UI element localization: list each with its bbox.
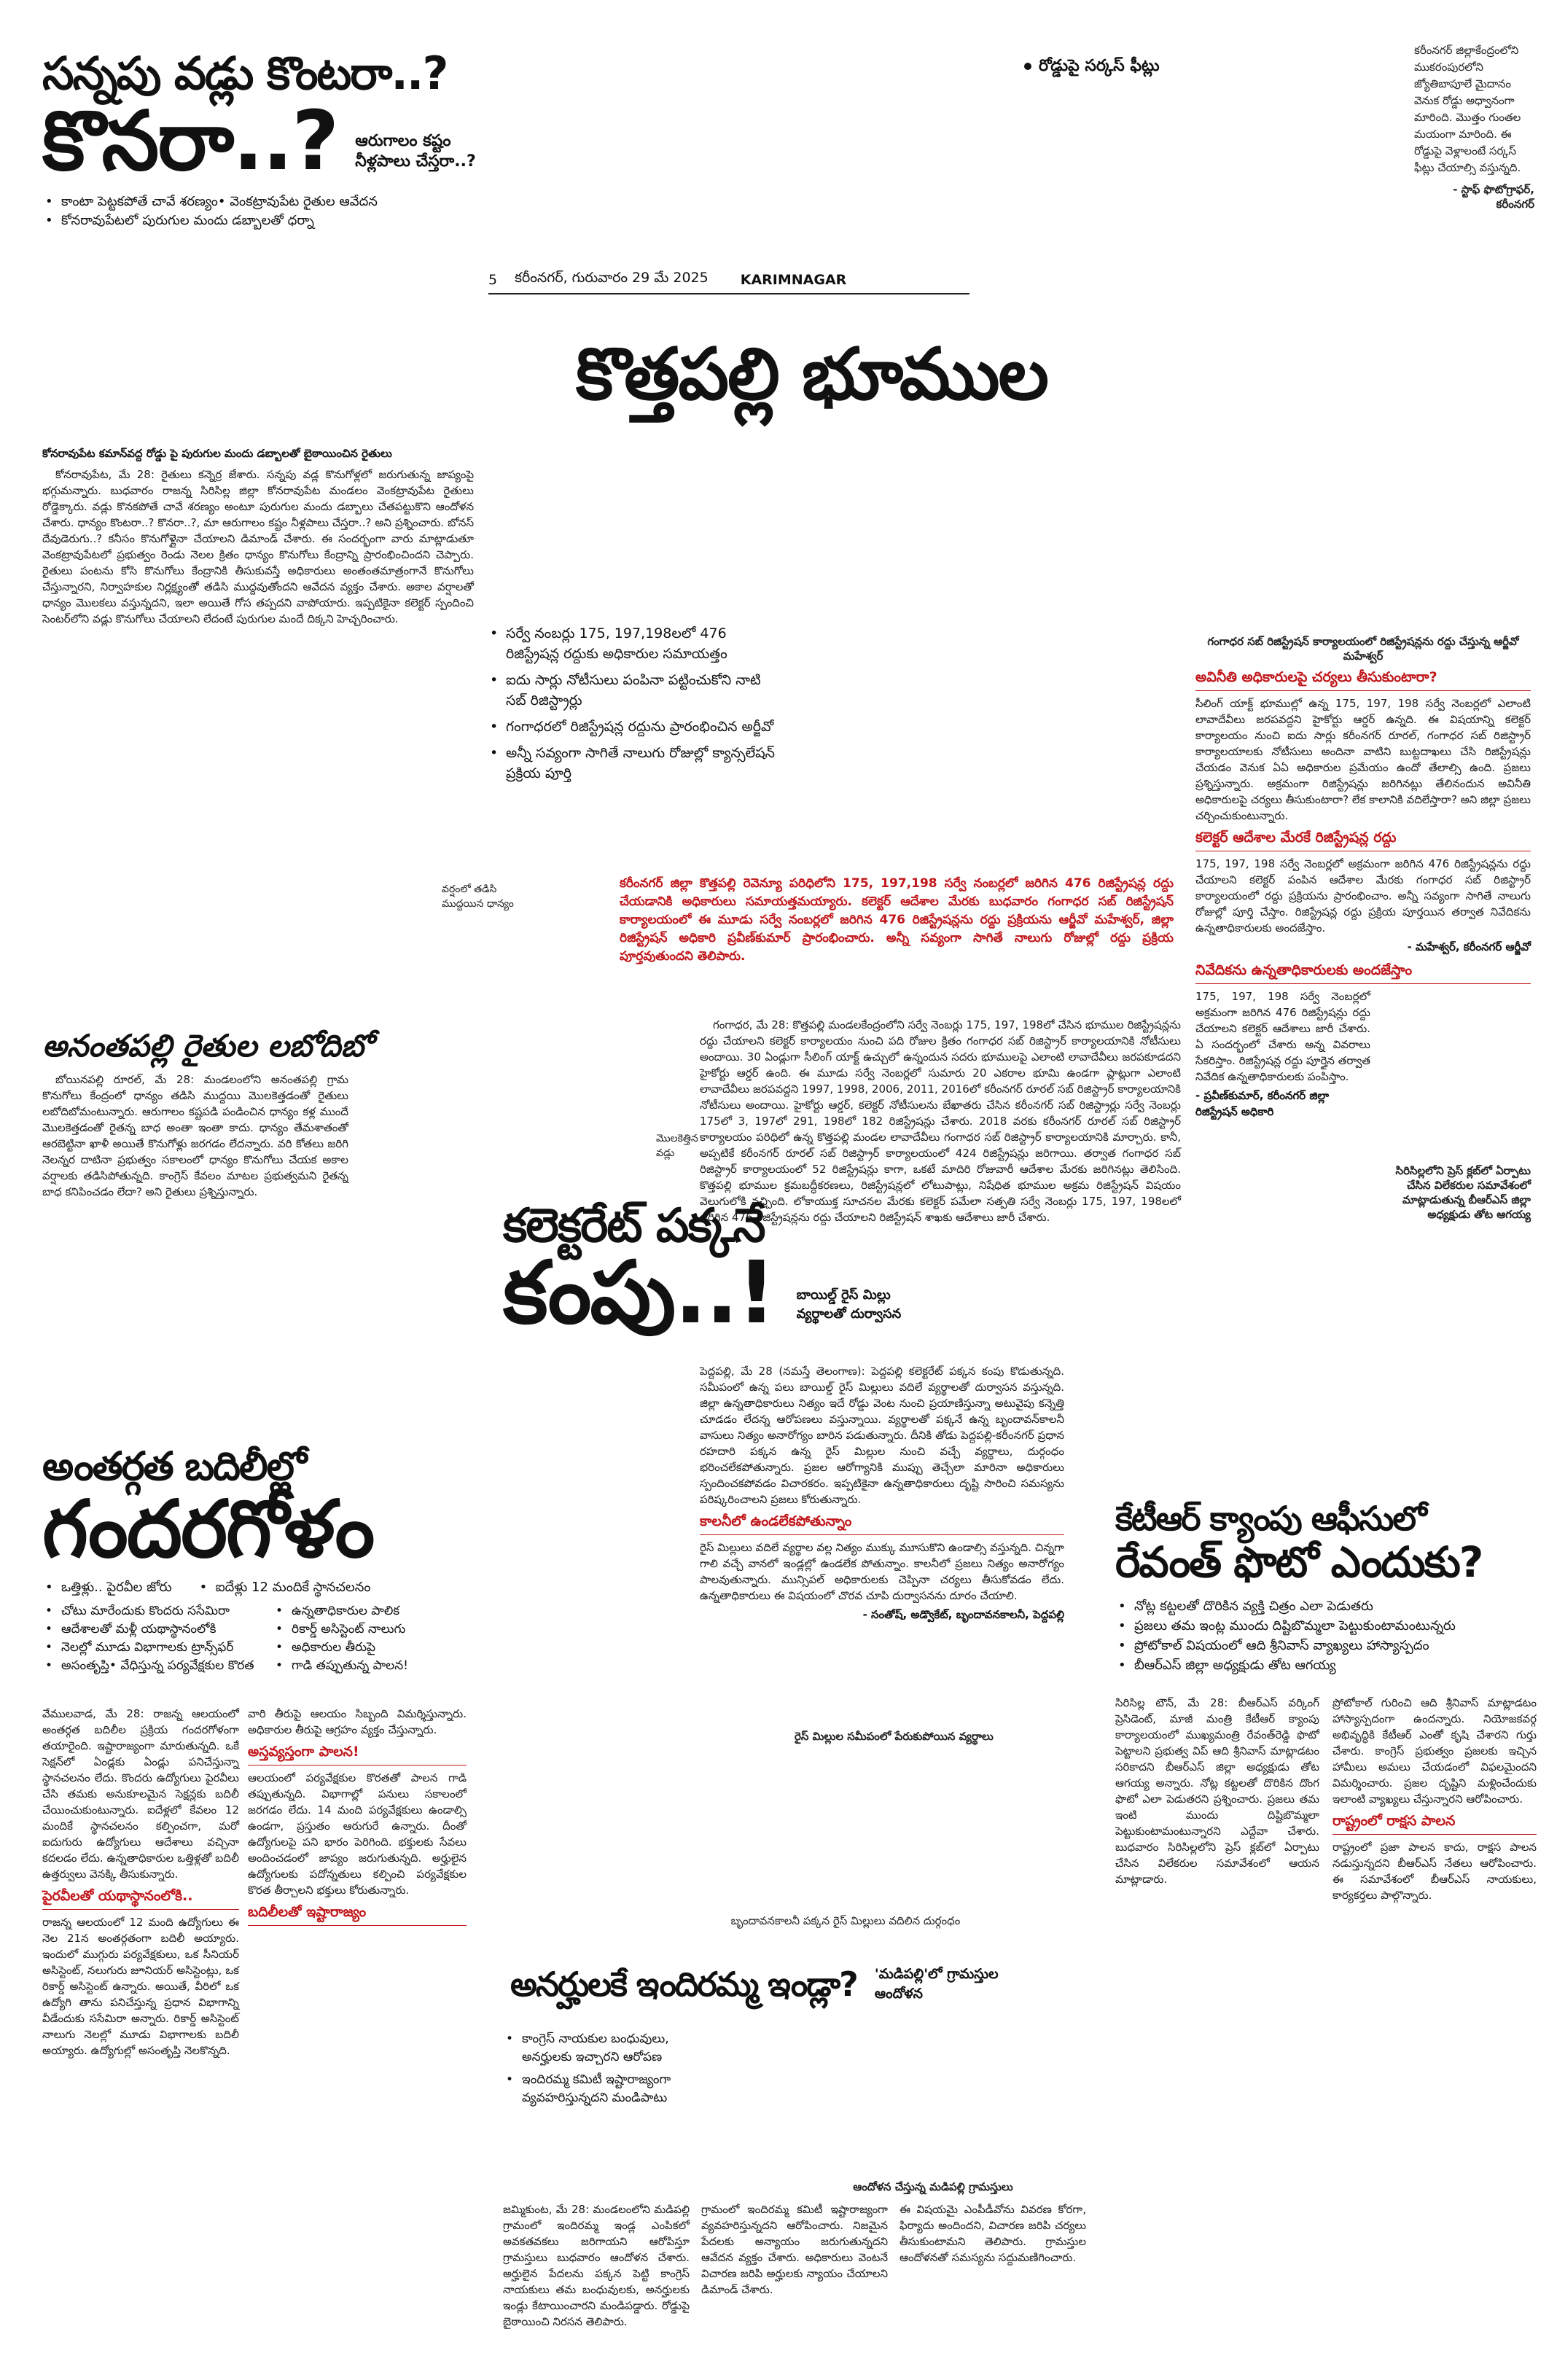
kothapalli-title: కొత్తపల్లి భూముల bbox=[576, 333, 1047, 416]
indiramma-title: అనర్హులకే ఇందిరమ్మ ఇండ్లా? bbox=[510, 1965, 857, 2004]
rice-mill-waste-caption: రైస్ మిల్లుల సమీపంలో పేరుకుపోయిన వ్యర్థాలు bbox=[795, 1730, 994, 1743]
paddy-title-line1: సన్నపు వడ్లు కొంటరా..? bbox=[42, 47, 448, 100]
ktr-bullet: • ప్రోటోకాల్ విషయంలో ఆది శ్రీనివాస్ వ్యాఖ్యలు హాస్యాస్పదం bbox=[1115, 1636, 1538, 1655]
transfers-body-col3: వారి తీరుపై ఆలయం సిబ్బంది విమర్శిస్తున్నారు. అధికారుల తీరుపై ఆగ్రహం వ్యక్తం చేస్తున్నారు. bbox=[248, 1707, 467, 1736]
transfers-body-col1: వేములవాడ, మే 28: రాజన్న ఆలయంలో అంతర్గత బదిలీల ప్రక్రియ గందరగోళంగా తయారైంది. ఇష్టారాజ్యంగా మారుతున్నది. ఒకే సెక్షన్‌లో ఏండ్లకు ఏండ్లు పనిచేస్తున్నా స్థానచలనం లేదు. కొందరు ఉద్యోగులు పైరవీలు చేసి తమకు అనుకూలమైన సెక్షన్లకు బదిలీ చేయించుకుంటున్నారు. ఐదేళ్లలో కేవలం 12 మందికే స్థానచలనం కల్పించగా, మరో ఐదుగురు ఉద్యోగులు ఆదేశాలు వచ్చినా కదలడం లేదు. ఉన్నతాధికారుల ఒత్తిళ్లతో బదిలీ ఉత్తర్వులు వెనక్కి తీసుకున్నారు. bbox=[42, 1707, 239, 1881]
ktr-body-col1: సిరిసిల్ల టౌన్, మే 28: బీఆర్ఎస్ వర్కింగ్ ప్రెసిడెంట్, మాజీ మంత్రి కేటీఆర్ క్యాంపు కార్యాలయంలో ముఖ్యమంత్రి రేవంత్‌రెడ్డి ఫొటో పెట్టాలని ప్రభుత్వ విప్ ఆది శ్రీనివాస్ మాట్లాడటం సరికాదని బీఆర్ఎస్ జిల్లా అధ్యక్షుడు తోట ఆగయ్య అన్నారు. నోట్ల కట్టలతో దొరికిన దొంగ ఫొటో ఎలా పెడుతరని ప్రశ్నించారు. ప్రజలు తమ ఇంటి ముందు దిష్టిబొమ్మలా పెట్టుకుంటామంటున్నారని ఎద్దేవా చేశారు. బుధవారం సిరిసిల్లలోని ప్రెస్ క్లబ్‌లో ఏర్పాటు చేసిన విలేకరుల సమావేశంలో ఆయన మాట్లాడారు. bbox=[1115, 1696, 1319, 1886]
transfers-bullets-top bbox=[42, 1578, 494, 1597]
circus-caption: కరీంనగర్ జిల్లాకేంద్రంలోని ముకరంపురలోని జ్యోతిబాపూలే మైదానం వెనుక రోడ్డు అధ్వానంగా మారింది. మొత్తం గుంతల మయంగా మారింది. ఈ రోడ్డుపై వెళ్లాలంటే సర్కస్ ఫీట్లు చేయాల్సి వస్తున్నది. bbox=[1414, 44, 1521, 174]
right-p1: సీలింగ్ యాక్ట్ భూముల్లో ఉన్న 175, 197, 198 సర్వే నెంబర్లలో ఎలాంటి లావాదేవీలు జరపవద్దని హైకోర్టు ఆర్డర్ ఉన్నది. ఈ విషయాన్ని కలెక్టర్ కార్యాలయం నుంచి ఐదు సార్లు కరీంనగర్ రూరల్, గంగాధర సబ్ రిజిస్ట్రార్ కార్యాలయాలకు నోటీసులు అందినా వాటిని బుట్టదాఖలు చేసి రిజిస్ట్రేషన్లు చేయడం వెనుక ఏఏ అధికారుల ప్రమేయం ఉందో తేలాల్సి ఉంది. ప్రజలు ప్రశ్నిస్తున్నారు. అక్రమంగా రిజిస్ట్రేషన్లు జరిగినట్లు తేలినందున అవినీతి అధికారులపై చర్యలు తీసుకుంటారా? లేక కాలానికి వదిలేస్తారా? అని జిల్లా ప్రజలు చర్చించుకుంటున్నారు. bbox=[1195, 697, 1531, 822]
paddy-bullet: • కాంటా పెట్టకపోతే చావే శరణ్యం• వెంకట్రావుపేట రైతుల ఆవేదన bbox=[42, 192, 494, 211]
indiramma-body-col2: గ్రామంలో ఇందిరమ్మ కమిటీ ఇష్టారాజ్యంగా వ్యవహరిస్తున్నదని ఆరోపించారు. నిజమైన పేదలకు అన్యాయం జరుగుతున్నదని ఆవేదన వ్యక్తం చేశారు. అధికారులు వెంటనే విచారణ జరిపి అర్హులకు న్యాయం చేయాలని డిమాండ్ చేశారు. bbox=[701, 2203, 888, 2296]
transfers-body-col3b: ఆలయంలో పర్యవేక్షకుల కొరతతో పాలన గాడి తప్పుతున్నది. విభాగాల్లో పనులు సకాలంలో జరగడం లేదు. 14 మంది పర్యవేక్షకులు ఉండాల్సి ఉండగా, ప్రస్తుతం ఆరుగురే ఉన్నారు. దీంతో ఉద్యోగులపై పని భారం పెరిగింది. భక్తులకు సేవలు అందించడంలో జాప్యం జరుగుతున్నది. అర్హులైన ఉద్యోగులకు పదోన్నతులు కల్పించి పర్యవేక్షకుల కొరత తీర్చాలని భక్తులు కోరుతున్నారు. bbox=[248, 1771, 467, 1897]
ktr-bullet: • నోట్ల కట్టలతో దొరికిన వ్యక్తి చిత్రం ఎలా పెడుతరు bbox=[1115, 1596, 1538, 1616]
transfers-headline-block bbox=[42, 1443, 494, 1575]
ananthapalli-title: అనంతపల్లి రైతుల లబోదిబో bbox=[42, 1028, 372, 1064]
wet-paddy-caption: వర్షంలో తడిసి ముద్దయిన ధాన్యం bbox=[442, 883, 514, 910]
ktr-body-block bbox=[1115, 1695, 1538, 1903]
indiramma-bullet: • ఇందిరమ్మ కమిటీ ఇష్టారాజ్యంగా వ్యవహరిస్తున్నదని మండిపాటు bbox=[503, 2071, 714, 2107]
indiramma-body-col3: ఈ విషయమై ఎంపీడీవోను వివరణ కోరగా, ఫిర్యాదు అందిందని, విచారణ జరిపి చర్యలు తీసుకుంటామని తెలిపారు. గ్రామస్తుల ఆందోళనతో సమస్యను సద్దుమణిగించారు. bbox=[900, 2203, 1086, 2264]
right-p3-byline: - ప్రవీణ్‌కుమార్, కరీంనగర్ జిల్లా రిజిస్ట్రేషన్ అధికారి bbox=[1195, 1089, 1330, 1118]
circus-tag bbox=[1024, 57, 1160, 79]
subhead-collector-orders: కలెక్టర్ ఆదేశాల మేరకే రిజిస్ట్రేషన్ల రద్దు bbox=[1195, 830, 1531, 851]
kampu-title-line2: కంపు..! bbox=[503, 1242, 775, 1343]
transfers-redline2: అస్తవ్యస్తంగా పాలన! bbox=[248, 1744, 467, 1766]
masthead-rule bbox=[488, 293, 969, 294]
right-p2: 175, 197, 198 సర్వే నెంబర్లలో అక్రమంగా జరిగిన 476 రిజిస్ట్రేషన్లను రద్దు చేయాలని కలెక్టర్ పంపిన ఆదేశాల మేరకు గంగాధర సబ్ రిజిస్ట్రార్ కార్యాలయంలో రద్దు ప్రక్రియను ప్రారంభించాం. అన్నీ సవ్యంగా సాగితే నాలుగు రోజుల్లో పూర్తి చేస్తాం. రిజిస్ట్రేషన్ల రద్దు ప్రక్రియ పూర్తయిన తర్వాత నివేదికను ఉన్నతాధికారులకు అందజేస్తాం. bbox=[1195, 857, 1531, 935]
transfers-col2 bbox=[248, 1706, 467, 1930]
date-line: కరీంనగర్, గురువారం 29 మే 2025 bbox=[515, 270, 709, 286]
registration-photo-caption: గంగాధర సబ్ రిజిస్ట్రేషన్ కార్యాలయంలో రిజిస్ట్రేషన్లను రద్దు చేస్తున్న ఆర్జీవో మహేశ్వర్ bbox=[1207, 635, 1519, 663]
subhead-report: నివేదికను ఉన్నతాధికారులకు అందజేస్తాం bbox=[1195, 962, 1531, 984]
ananthapalli-body bbox=[42, 1072, 348, 1203]
transfers-bullet: • గాడి తప్పుతున్న పాలన! bbox=[273, 1657, 491, 1675]
kothapalli-bullet: • గంగాధరలో రిజిస్ట్రేషన్ల రద్దును ప్రారంభించిన అర్జీవో bbox=[487, 717, 778, 737]
paddy-headline-block bbox=[42, 47, 494, 230]
paddy-body bbox=[42, 467, 474, 630]
transfers-bullet: • అధికారుల తీరుపై bbox=[273, 1639, 491, 1657]
transfers-bullet: • నెలల్లో మూడు విభాగాలకు ట్రాన్స్‌ఫర్ bbox=[42, 1639, 261, 1657]
circus-credit: - స్టాఫ్ ఫొటోగ్రాఫర్, కరీంనగర్ bbox=[1453, 183, 1534, 211]
colony-odour-caption: బృందావనకాలనీ పక్కన రైస్ మిల్లులు వదిలిన దుర్గంధం bbox=[730, 1914, 961, 1927]
transfers-title-line2: గందరగోళం bbox=[42, 1484, 374, 1575]
ktr-body-col2: ప్రోటోకాల్ గురించి ఆది శ్రీనివాస్ మాట్లాడటం హాస్యాస్పదంగా ఉందన్నారు. నియోజకవర్గ అభివృద్ధికి కేటీఆర్ ఎంతో కృషి చేశారని గుర్తు చేశారు. కాంగ్రెస్ ప్రభుత్వం ప్రజలకు ఇచ్చిన హామీలు అమలు చేయడంలో విఫలమైందని విమర్శించారు. ప్రజల దృష్టిని మళ్లించేందుకు ఇలాంటి వ్యాఖ్యలు చేస్తున్నారని ఆరోపించారు. bbox=[1332, 1696, 1537, 1806]
kampu-byline: - సంతోష్, అడ్వొకేట్, బృందావనకాలనీ, పెద్దపల్లి bbox=[862, 1608, 1064, 1621]
right-p3: 175, 197, 198 సర్వే నెంబర్లలో అక్రమంగా జరిగిన 476 రిజిస్ట్రేషన్లు రద్దు చేయాలని కలెక్టర్ ఆదేశాలు జారీ చేశారు. ఏ సందర్భంలో చేశారు అన్న వివరాలు సేకరిస్తాం. రిజిస్ట్రేషన్ల రద్దు పూర్తైన తర్వాత నివేదిక ఉన్నతాధికారులకు పంపిస్తాం. bbox=[1195, 990, 1370, 1083]
transfers-redline3: బదిలీలతో ఇష్టారాజ్యం bbox=[248, 1904, 467, 1926]
transfers-bullet: • ఒత్తిళ్లు.. పైరవీల జోరు bbox=[42, 1578, 172, 1597]
transfers-bullet: • ఉన్నతాధికారుల పాలిక bbox=[273, 1602, 491, 1620]
kampu-headline-block bbox=[503, 1199, 969, 1343]
paddy-photo-caption: కోనరావుపేట కమాన్‌వద్ద రోడ్డు పై పురుగుల మందు డబ్బాలతో బైఠాయించిన రైతులు bbox=[42, 447, 392, 460]
brs-press-photo-caption: సిరిసిల్లలోని ప్రెస్ క్లబ్‌లో ఏర్పాటు చేసిన విలేకరుల సమావేశంలో మాట్లాడుతున్న బీఆర్‌ఎస్ జిల్లా అధ్యక్షుడు తోట ఆగయ్య bbox=[1395, 1164, 1531, 1221]
ktr-bullet: • ప్రజలు తమ ఇంట్ల ముందు దిష్టిబొమ్మలా పెట్టుకుంటామంటున్నరు bbox=[1115, 1616, 1538, 1636]
kampu-title-line1: కలెక్టరేట్ పక్కనే bbox=[503, 1199, 765, 1253]
kothapalli-lead: కరీంనగర్ జిల్లా కొత్తపల్లి రెవెన్యూ పరిధిలోని 175, 197,198 సర్వే నంబర్లలో జరిగిన 476 రిజిస్ట్రేషన్ల రద్దు చేయడానికి అధికారులు సమాయత్తమయ్యారు. కలెక్టర్ ఆదేశాల మేరకు బుధవారం గంగాధర సబ్ రిజిస్ట్రేషన్ కార్యాలయంలో ఈ మూడు సర్వే నంబర్లలో జరిగిన 476 రిజిస్ట్రేషన్లను రద్దు ప్రక్రియను ఆర్జీవో మహేశ్వర్, జిల్లా రిజిస్ట్రేషన్ అధికారి ప్రవీణ్‌కుమార్ ప్రారంభించారు. అన్నీ సవ్యంగా సాగితే నాలుగు రోజుల్లో రద్దు ప్రక్రియ పూర్తవుతుందని తెలిపారు. bbox=[620, 876, 1174, 964]
page-number: 5 bbox=[488, 271, 498, 288]
right-p2-byline: - మహేశ్వర్, కరీంనగర్ ఆర్జీవో bbox=[1407, 940, 1531, 953]
ktr-bullet: • బీఆర్ఎస్ జిల్లా అధ్యక్షుడు తోట ఆగయ్య bbox=[1115, 1655, 1538, 1675]
ktr-bullets bbox=[1115, 1596, 1538, 1675]
kothapalli-bullet: • అన్నీ సవ్యంగా సాగితే నాలుగు రోజుల్లో క్యాన్సలేషన్ ప్రక్రియ పూర్తి bbox=[487, 743, 778, 784]
ktr-headline-block bbox=[1115, 1499, 1538, 1587]
subhead-corruption: అవినీతి అధికారులపై చర్యలు తీసుకుంటారా? bbox=[1195, 669, 1531, 691]
transfers-bullets-grid bbox=[42, 1602, 494, 1675]
indiramma-headline-block bbox=[510, 1965, 1093, 2004]
indiramma-photo-caption: ఆందోళన చేస్తున్న మడిపల్లి గ్రామస్తులు bbox=[853, 2180, 1013, 2193]
indiramma-body-block bbox=[503, 2201, 1086, 2330]
kampu-body: పెద్దపల్లి, మే 28 (నమస్తే తెలంగాణ): పెద్దపల్లి కలెక్టరేట్ పక్కన కంపు కొడుతున్నది. సమీపంలో ఉన్న పలు బాయిల్డ్ రైస్ మిల్లులు వదిలే వ్యర్థాలతో దుర్వాసన వస్తున్నది. జిల్లా ఉన్నతాధికారులు నిత్యం ఇదే రోడ్డు వెంట నుంచి ప్రయాణిస్తున్నా అటువైపు కన్నెత్తి చూడడం లేదన్న ఆరోపణలు వస్తున్నాయి. వ్యర్థాలతో పక్కనే ఉన్న బృందావన్‌కాలనీ వాసులు నిత్యం అనారోగ్యం బారిన పడుతున్నారు. దీనికి తోడు పెద్దపల్లి-కరీంనగర్ ప్రధాన రహదారి పక్కన ఉన్న రైస్ మిల్లుల నుంచి వచ్చే వ్యర్థాలు, దుర్గంధం భరించలేకపోతున్నారు. ప్రజల ఆరోగ్యానికి ముప్పు తెచ్చేలా మారినా అధికారులు స్పందించకపోవడం విచారకరం. ఇప్పటికైనా ఉన్నతాధికారులు దృష్టి సారించి సమస్యను పరిష్కరించాలని ప్రజలు కోరుతున్నారు. bbox=[700, 1365, 1064, 1506]
kothapalli-body-text: గంగాధర, మే 28: కొత్తపల్లి మండలకేంద్రంలోని సర్వే నెంబర్లు 175, 197, 198లో చేసిన భూముల రిజిస్ట్రేషన్లను రద్దు చేయాలని కలెక్టర్ కార్యాలయం నుంచి పది రోజుల క్రితం గంగాధర సబ్ రిజిస్ట్రార్ కార్యాలయానికి నోటీసులు అందాయి. 30 ఏండ్లుగా సీలింగ్ యాక్ట్ ఉచ్చులో ఉన్నందున సదరు భూములపై ఎలాంటి లావాదేవీలు జరపకూడదని హైకోర్టు ఆర్డర్ ఉంది. ఈ మూడు సర్వే నెంబర్లలో సుమారు 20 ఎకరాల భూమి ఉండగా ప్లాట్లుగా ఎలాంటి లావాదేవీలు జరపవద్దని 1997, 1998, 2006, 2011, 2016లో కరీంనగర్ రూరల్ సబ్ రిజిస్ట్రార్ కార్యాలయానికి నోటీసులు అందాయి. హైకోర్టు ఆర్డర్, కలెక్టర్ నోటీసులను బేఖాతరు చేసిన కరీంనగర్ సబ్ రిజిస్ట్రార్లు సర్వే నెంబర్లు 175లో 3, 197లో 291, 198లో 182 రిజిస్ట్రేషన్లు చేశారు. 2018 వరకు కరీంనగర్ రూరల్ సబ్ రిజిస్ట్రార్ కార్యాలయం పరిధిలో ఉన్న కొత్తపల్లి మండల లావాదేవీలు గంగాధర సబ్ రిజిస్ట్రార్ కార్యాలయానికి మార్చారు. కానీ, అప్పటికే కరీంనగర్ రూరల్ సబ్ రిజిస్ట్రార్ కార్యాలయంలో 424 రిజిస్ట్రేషన్లు జరిగాయి. తర్వాత గంగాధర సబ్ రిజిస్ట్రార్ కార్యాలయంలో 52 రిజిస్ట్రేషన్లు కాగా, ఒకటే మాదిరి రోజువారీ ఆదేశాల మేరకు జరిగినట్లు తెలిసింది. కొత్తపల్లి భూముల క్రమబద్ధీకరణలు, రిజిస్ట్రేషన్లలో లోటుపాట్లు, నిషేధిత భూముల అక్రమ రిజిస్ట్రేషన్ విషయం వెలుగులోకి వచ్చింది. లోకాయుక్త సూచనల మేరకు కలెక్టర్ పమేలా సత్పతి సర్వే నెంబర్లు 175, 197, 198లలో జరిగిన 476 రిజిస్ట్రేషన్లను రద్దు చేయాలని రిజిస్ట్రేషన్ శాఖకు ఆదేశాలు జారీ చేశారు. bbox=[700, 1018, 1181, 1224]
paddy-bullet: • కోనరావుపేటలో పురుగుల మందు డబ్బాలతో ధర్నా bbox=[42, 211, 494, 230]
indiramma-body-col1: జమ్మికుంట, మే 28: మండలంలోని మడిపల్లి గ్రామంలో ఇందిరమ్మ ఇండ్ల ఎంపికలో అవకతవకలు జరిగాయని ఆరోపిస్తూ గ్రామస్తులు బుధవారం ఆందోళన చేశారు. అర్హులైన పేదలను పక్కన పెట్టి కాంగ్రెస్ నాయకులు తమ బంధువులకు, అనర్హులకు ఇండ్లు కేటాయించారని మండిపడ్డారు. రోడ్డుపై బైఠాయించి నిరసన తెలిపారు. bbox=[503, 2203, 690, 2328]
transfers-bullet: • రికార్డ్ అసిస్టెంట్ నాలుగు bbox=[273, 1620, 491, 1639]
transfers-bullet: • చోటు మారేందుకు కొందరు ససేమిరా bbox=[42, 1602, 261, 1620]
sprouted-paddy-caption: మొలకెత్తిన వడ్లు bbox=[656, 1133, 698, 1159]
ktr-title-line1: కేటీఆర్ క్యాంపు ఆఫీసులో bbox=[1115, 1499, 1426, 1538]
indiramma-kicker: 'మడిపల్లి'లో గ్రామస్తుల ఆందోళన bbox=[874, 1966, 999, 2002]
transfers-body-col2: రాజన్న ఆలయంలో 12 మంది ఉద్యోగులు ఈ నెల 21న అంతర్గతంగా బదిలీ అయ్యారు. ఇందులో ముగ్గురు పర్యవేక్షకులు, ఒక సీనియర్ అసిస్టెంట్, నలుగురు జూనియర్ అసిస్టెంట్లు, ఒక రికార్డ్ అసిస్టెంట్ ఉన్నారు. అయితే, వీరిలో ఒక ఉద్యోగి తాను పనిచేస్తున్న ప్రధాన విభాగాన్ని వీడేందుకు ససేమిరా అన్నారు. రికార్డ్ అసిస్టెంట్ నాలుగు నెలల్లో మూడు విభాగాలకు బదిలీ అయ్యారు. ఉద్యోగుల్లో అసంతృప్తి నెలకొన్నది. bbox=[42, 1916, 239, 2057]
paddy-title-line2: కొనరా..? bbox=[42, 94, 338, 189]
transfers-bullet: • అసంతృప్తి• వేధిస్తున్న పర్యవేక్షకుల కొరత bbox=[42, 1657, 261, 1675]
paddy-bullets bbox=[42, 192, 494, 230]
kampu-subhead: కాలనీలో ఉండలేకపోతున్నాం bbox=[700, 1513, 1064, 1535]
transfers-bullet: • ఐదేళ్లు 12 మందికే స్థానచలనం bbox=[197, 1578, 371, 1597]
kothapalli-bullets bbox=[487, 623, 778, 789]
ktr-body-col3: రాష్ట్రంలో ప్రజా పాలన కాదు, రాక్షస పాలన నడుస్తున్నదని బీఆర్ఎస్ నేతలు ఆరోపించారు. ఈ సమావేశంలో బీఆర్ఎస్ నాయకులు, కార్యకర్తలు పాల్గొన్నారు. bbox=[1332, 1841, 1537, 1902]
bullet-icon bbox=[1024, 63, 1031, 70]
transfers-redline: పైరవీలతో యథాస్థానంలోకి.. bbox=[42, 1888, 239, 1910]
ananthapalli-body-text: బోయినపల్లి రూరల్, మే 28: మండలంలోని అనంతపల్లి గ్రామ కొనుగోలు కేంద్రంలో ధాన్యం తడిసి ముద్దయి మొలకెత్తడంతో రైతులు లబోదిబోమంటున్నారు. ఆరుగాలం కష్టపడి పండించిన ధాన్యం కళ్ల ముందే మొలకెత్తడంతో రైతన్న బాధ అంతా ఇంతా కాదు. ధాన్యం తేమశాతంతో ఆరబెట్టినా ఖాళీ అయితే కొనుగోళ్లు జరగడం లేదన్నారు. వరి కోతలు జరిగి నెలన్నర దాటినా ప్రభుత్వం సకాలంలో ధాన్యం కొనుగోలు చేయక అకాల వర్షాలకు తడిసిపోతున్నది. కాంగ్రెస్ కేవలం మాటల ప్రభుత్వమని రైతన్న బాధ కనిపించడం లేదా? అని రైతులు ప్రశ్నిస్తున్నారు. bbox=[42, 1073, 348, 1198]
circus-caption-block bbox=[1414, 42, 1534, 211]
ktr-title-line2: రేవంత్ ఫొటో ఎందుకు? bbox=[1115, 1537, 1483, 1587]
indiramma-bullets bbox=[503, 2030, 714, 2107]
ktr-redline: రాష్ట్రంలో రాక్షస పాలన bbox=[1332, 1813, 1537, 1835]
circus-tag-text: రోడ్డుపై సర్కస్ ఫీట్లు bbox=[1039, 57, 1160, 75]
kothapalli-body bbox=[700, 1017, 1181, 1228]
transfers-title-line1: అంతర్గత బదిలీల్లో bbox=[42, 1443, 306, 1489]
kothapalli-bullet: • సర్వే నంబర్లు 175, 197,198లలో 476 రిజిస్ట్రేషన్ల రద్దుకు అధికారుల సమాయత్తం bbox=[487, 623, 778, 664]
kampu-body2: రైస్ మిల్లులు వదిలే వ్యర్థాల వల్ల నిత్యం ముక్కు మూసుకొని ఉండాల్సి వస్తున్నది. చిన్నగా గాలి వచ్చే వానలో ఇండ్లల్లో ఉండలేక పోతున్నాం. కాలనీలో ప్రజలు నిత్యం అనారోగ్యం పాలవుతున్నారు. మున్సిపల్ అధికారులకు చెప్పినా చర్యలు తీసుకోవడం లేదు. ఉన్నతాధికారులు ఈ విషయంలో చొరవ చూపి దుర్వాసనను దూరం చేయాలి. bbox=[700, 1541, 1064, 1602]
right-column bbox=[1195, 634, 1531, 1222]
edition-name: KARIMNAGAR bbox=[740, 271, 847, 288]
indiramma-bullet: • కాంగ్రెస్ నాయకుల బంధువులు, అనర్హులకు ఇచ్చారని ఆరోపణ bbox=[503, 2030, 714, 2067]
kothapalli-bullet: • ఐదు సార్లు నోటీసులు పంపినా పట్టించుకోని నాటి సబ్ రిజిస్ట్రార్లు bbox=[487, 670, 778, 711]
masthead bbox=[488, 270, 984, 289]
kampu-body-block bbox=[700, 1363, 1064, 1624]
paddy-kicker: ఆరుగాలం కష్టం నీళ్లపాలు చేస్తరా..? bbox=[355, 132, 476, 171]
paddy-body-text: కోనరావుపేట, మే 28: రైతులు కన్నెర్ర జేశారు. సన్నపు వడ్ల కొనుగోళ్లలో జరుగుతున్న జాప్యంపై భగ్గుమన్నారు. బుధవారం రాజన్న సిరిసిల్ల జిల్లా కోనరావుపేట మండలం వెంకట్రావుపేట రైతులు రోడ్డెక్కారు. వడ్లు కొనకపోతే చావే శరణ్యం అంటూ పురుగుల మందు డబ్బాలు చేతపట్టుకొని ఆందోళన చేశారు. ధాన్యం కొంటరా..? కొనరా..?, మా ఆరుగాలం కష్టం నీళ్లపాలు చేస్తరా..? అని ప్రశ్నించారు. బోనస్ దేవుడెరుగు..? కనీసం కొనుగోళ్లైనా చేయాలని డిమాండ్ చేశారు. ఈ సందర్భంగా వారు మాట్లాడుతూ వెంకట్రావుపేటలో ప్రభుత్వం రెండు నెలల క్రితం ధాన్యం కొనుగోలు కేంద్రాన్ని ప్రారంభించిందని చెప్పారు. రైతులు పంటను కోసి కొనుగోలు కేంద్రానికి తీసుకువస్తే అధికారులు అంతంతమాత్రంగానే కొనుగోలు చేస్తున్నారని, నిర్వాహకుల నిర్లక్ష్యంతో తడిసి ముద్దవుతోందని ఆవేదన వ్యక్తం చేశారు. అకాల వర్షాలతో ధాన్యం మొలకలు వస్తున్నదని, ఇలా అయితే గోస తప్పదని వాపోయారు. ఇప్పటికైనా కలెక్టర్ స్పందించి సెంటర్‌లోని వడ్లు కొనుగోలు చేయాలని లేదంటే పురుగుల మందే దిక్కని హెచ్చరించారు. bbox=[42, 468, 474, 625]
transfers-col1 bbox=[42, 1706, 239, 2059]
transfers-bullet: • ఆదేశాలతో మళ్లీ యథాస్థానంలోకి bbox=[42, 1620, 261, 1639]
kampu-kicker: బాయిల్డ్ రైస్ మిల్లు వ్యర్థాలతో దుర్వాసన bbox=[796, 1287, 902, 1322]
